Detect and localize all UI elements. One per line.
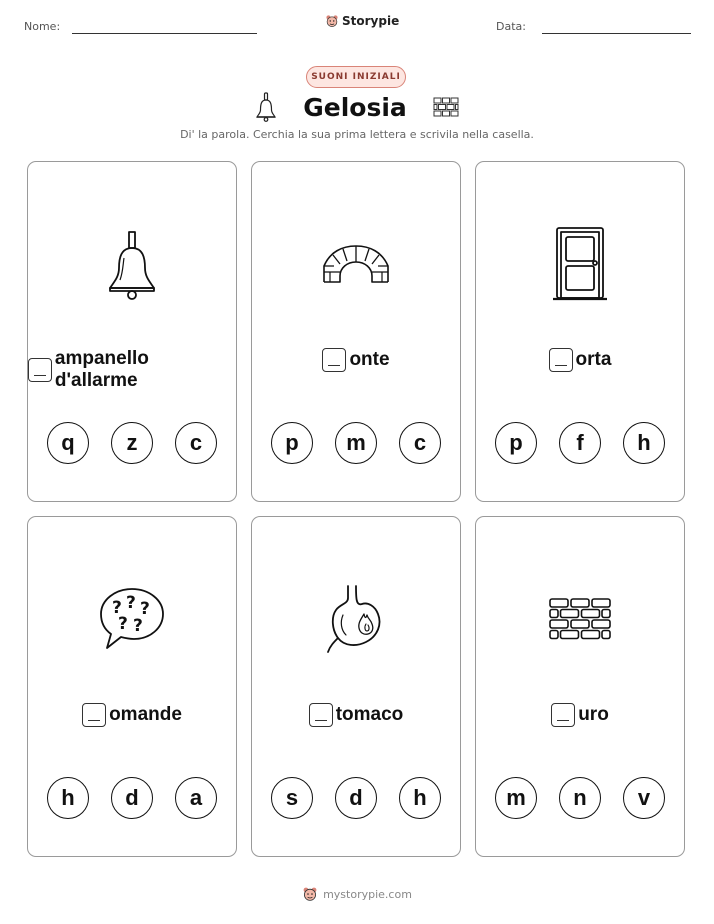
stone-arch-bridge-icon xyxy=(320,242,392,286)
svg-text:?: ? xyxy=(126,593,136,613)
door-icon xyxy=(551,226,609,302)
word-ending: onte xyxy=(349,349,390,370)
stomach-fire-icon xyxy=(326,584,386,654)
answer-box[interactable] xyxy=(322,348,346,372)
letter-choice[interactable]: h xyxy=(399,777,441,819)
instructions: Di' la parola. Cerchia la sua prima lettera e scrivila nella casella. xyxy=(180,128,534,141)
letter-choice[interactable]: d xyxy=(111,777,153,819)
letter-choice[interactable]: v xyxy=(623,777,665,819)
letter-choice[interactable]: h xyxy=(47,777,89,819)
word-ending: omande xyxy=(109,704,182,725)
svg-text:?: ? xyxy=(140,599,150,619)
letter-choice[interactable]: p xyxy=(271,422,313,464)
word-card xyxy=(251,516,461,857)
letter-choice[interactable]: n xyxy=(559,777,601,819)
brand-logo xyxy=(325,14,399,28)
letter-choice[interactable]: a xyxy=(175,777,217,819)
letter-choice[interactable]: c xyxy=(399,422,441,464)
name-label: Nome: xyxy=(24,20,61,33)
name-line[interactable] xyxy=(72,33,257,34)
date-label: Data: xyxy=(496,20,526,33)
bell-icon xyxy=(104,228,160,300)
letter-choice[interactable]: q xyxy=(47,422,89,464)
letter-choice[interactable]: d xyxy=(335,777,377,819)
footer-site[interactable]: mystorypie.com xyxy=(323,887,412,901)
word-card xyxy=(27,516,237,857)
brick-wall-icon xyxy=(548,597,612,641)
letter-choice[interactable]: m xyxy=(495,777,537,819)
word-card xyxy=(475,161,685,502)
word-ending: tomaco xyxy=(335,704,404,725)
svg-text:?: ? xyxy=(118,614,128,634)
brand-name: Storypie xyxy=(342,14,400,28)
brick-wall-icon xyxy=(433,97,459,117)
word-ending: ampanello d'allarme xyxy=(54,348,149,391)
title-row xyxy=(0,92,714,122)
page-title: Gelosia xyxy=(303,92,407,122)
svg-text:?: ? xyxy=(133,616,143,636)
category-badge: SUONI INIZIALI xyxy=(306,66,406,88)
answer-box[interactable] xyxy=(309,703,333,727)
question-speech-bubble-icon xyxy=(97,586,167,652)
word-card xyxy=(251,161,461,502)
footer xyxy=(0,886,714,902)
bell-icon xyxy=(255,92,277,122)
mascot-icon xyxy=(325,14,339,28)
letter-choice[interactable]: z xyxy=(111,422,153,464)
answer-box[interactable] xyxy=(551,703,575,727)
word-card xyxy=(475,516,685,857)
letter-choice[interactable]: c xyxy=(175,422,217,464)
word-card xyxy=(27,161,237,502)
mascot-icon xyxy=(302,886,318,902)
word-ending: uro xyxy=(578,704,609,725)
date-line[interactable] xyxy=(542,33,691,34)
letter-choice[interactable]: f xyxy=(559,422,601,464)
letter-choice[interactable]: s xyxy=(271,777,313,819)
letter-choice[interactable]: m xyxy=(335,422,377,464)
letter-choice[interactable]: p xyxy=(495,422,537,464)
word-ending: orta xyxy=(575,349,612,370)
answer-box[interactable] xyxy=(82,703,106,727)
answer-box[interactable] xyxy=(549,348,573,372)
svg-text:?: ? xyxy=(112,598,122,618)
answer-box[interactable] xyxy=(28,358,52,382)
letter-choice[interactable]: h xyxy=(623,422,665,464)
